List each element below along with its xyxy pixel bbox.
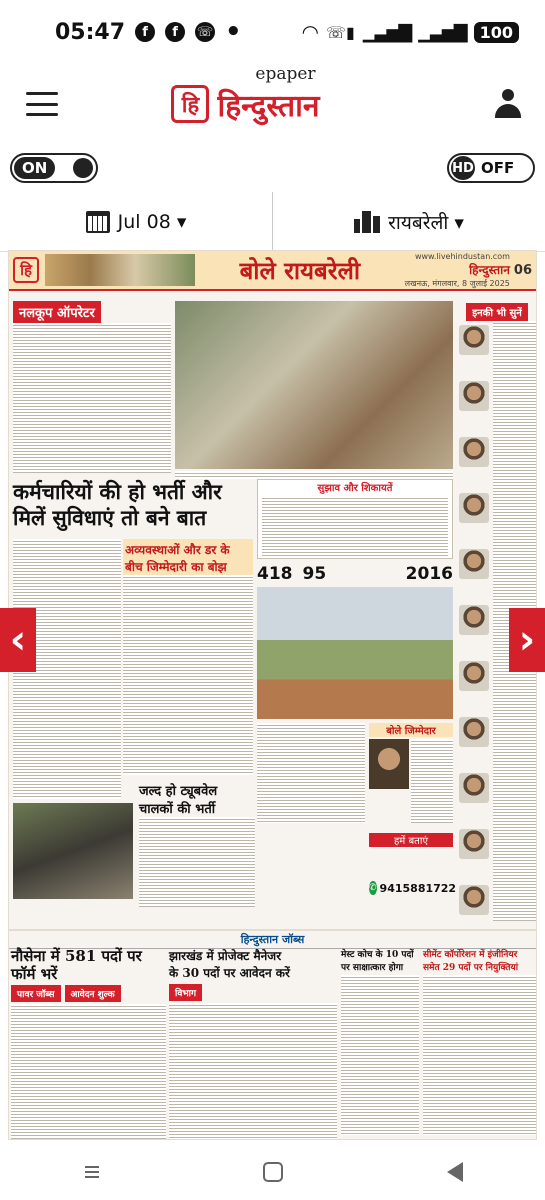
menu-icon[interactable] [26,92,58,116]
job-story-4-title: सीमेंट कॉर्पोरेशन में इंजीनियर [423,950,518,960]
stat-value: 95 [302,564,327,584]
tell-us-title: हमें बताएं [369,833,453,847]
date-selector[interactable] [0,192,273,251]
city-icon [354,211,380,233]
complaint-text [257,723,365,823]
side-kicker-box [457,301,537,321]
next-page-button[interactable]: › [509,608,545,672]
group-photo [175,301,453,469]
avatar [459,885,489,915]
city-selector[interactable] [273,192,545,251]
hd-label: HD [451,156,475,180]
masthead-url: www.livehindustan.com [414,251,510,261]
avatar [369,739,409,789]
pipes-photo [13,803,133,899]
job-story-3-title: मेस्ट कोच के 10 पदों [341,950,414,960]
photo-caption [175,471,453,479]
toggle-knob [73,158,93,178]
officials-block [369,739,453,823]
masthead-brand-name: हिन्दुस्तान [469,262,510,277]
hindustan-logo-mark: हि [171,85,209,123]
epaper-page[interactable] [8,250,537,930]
side-kicker: इनकी भी सुनें [466,303,528,321]
stat-value: 2016 [405,564,453,584]
masthead-date: लखनऊ, मंगलवार, 8 जुलाई 2025 [404,278,510,288]
avatar [459,493,489,523]
job-story-2-title: झारखंड में प्रोजेक्ट मैनेजर [169,949,282,963]
suggestions-panel [257,479,453,559]
avatar [459,605,489,635]
main-kicker-box [13,301,173,323]
status-bar [0,0,545,64]
tubewell-photo [257,587,453,719]
previous-page-button[interactable]: ‹ [0,608,36,672]
epaper-label: epaper [255,63,316,84]
stats-row [257,563,453,585]
job-story-3-title: पर साक्षात्कार होगा [341,963,404,973]
avatar [459,437,489,467]
page-masthead [9,251,536,291]
edition-selectors [0,192,545,252]
facebook-icon: f [165,22,185,42]
job-story-2 [169,947,337,1140]
avatar [459,829,489,859]
main-headline [13,479,253,531]
toggle-on-label: ON [14,157,55,179]
sub-story-2-title: जल्द हो ट्यूबवेल चालकों की भर्ती [139,784,218,817]
job-story-1-title: नौसेना में 581 पदों पर फॉर्म भरें [11,947,142,983]
whatsapp-icon: ☏ [195,22,215,42]
avatar [459,549,489,579]
app-logo [171,63,320,125]
hd-toggle[interactable] [447,153,535,183]
more-notifications-icon: • [225,17,242,47]
job-story-1 [11,947,166,1140]
sub-story-2-text [139,817,255,907]
suggestions-title: सुझाव और शिकायतें [317,483,393,494]
signal-icon: ▁▃▅▇ [418,21,466,43]
masthead-brand [405,252,510,289]
page-section-title: बोले रायबरेली [239,255,361,285]
sub-story-1-title: अव्यवस्थाओं और डर के बीच जिम्मेदारी का बोझ [123,539,253,577]
avatar [459,773,489,803]
recent-apps-icon[interactable] [82,1163,100,1181]
masthead-photos [45,254,195,286]
job-story-4 [423,947,536,1135]
status-time: 05:47 [55,19,126,45]
job-story-4-title: समेत 29 पदों पर नियुक्तियां [423,963,519,973]
main-headline-line: कर्मचारियों की हो भर्ती और [13,479,222,504]
whatsapp-icon: ✆ [369,883,377,893]
job-story-3 [341,947,419,1135]
night-mode-toggle[interactable] [10,153,98,183]
city-value: रायबरेली ▾ [388,211,464,234]
phone-number: 9415881722 [379,881,457,895]
avatar [459,661,489,691]
main-kicker: नलकूप ऑपरेटर [13,301,101,323]
back-icon[interactable] [447,1162,463,1182]
avatar [459,381,489,411]
main-headline-line: मिलें सुविधाएं तो बने बात [13,505,207,530]
toggle-row [0,144,545,192]
intro-text-block [13,323,171,473]
home-icon[interactable] [263,1162,283,1182]
bole-zimmedar-title: बोले जिम्मेदार [369,723,453,737]
app-bar [0,64,545,144]
jobs-section[interactable] [8,930,537,1140]
avatar [459,717,489,747]
avatar [459,325,489,355]
user-icon[interactable] [493,89,523,119]
whatsapp-number [369,881,457,895]
battery-indicator: 100 [474,22,519,43]
wifi-icon: ◠ [302,20,319,44]
page-logo-mark: हि [13,257,39,283]
jobs-header: हिन्दुस्तान जॉब्स [9,931,536,949]
signal-icon: ▁▃▅▇ [362,21,411,43]
hd-off-label: OFF [481,159,515,177]
page-number: 06 [513,262,532,278]
job-tag: पावर जॉब्स [11,985,61,1002]
system-nav-bar [0,1143,545,1200]
job-tag: आवेदन शुल्क [65,985,121,1002]
job-story-2-title: के 30 पदों पर आवेदन करें [169,966,290,980]
brand-name: हिन्दुस्तान [217,88,320,124]
date-value: Jul 08 ▾ [117,210,187,233]
calendar-icon [86,211,110,233]
job-tag: विभाग [169,984,202,1001]
facebook-icon: f [135,22,155,42]
sub-story-1-text [123,575,253,775]
call-signal-icon: ☏▮ [326,22,355,42]
stat-value: 418 [257,564,293,584]
